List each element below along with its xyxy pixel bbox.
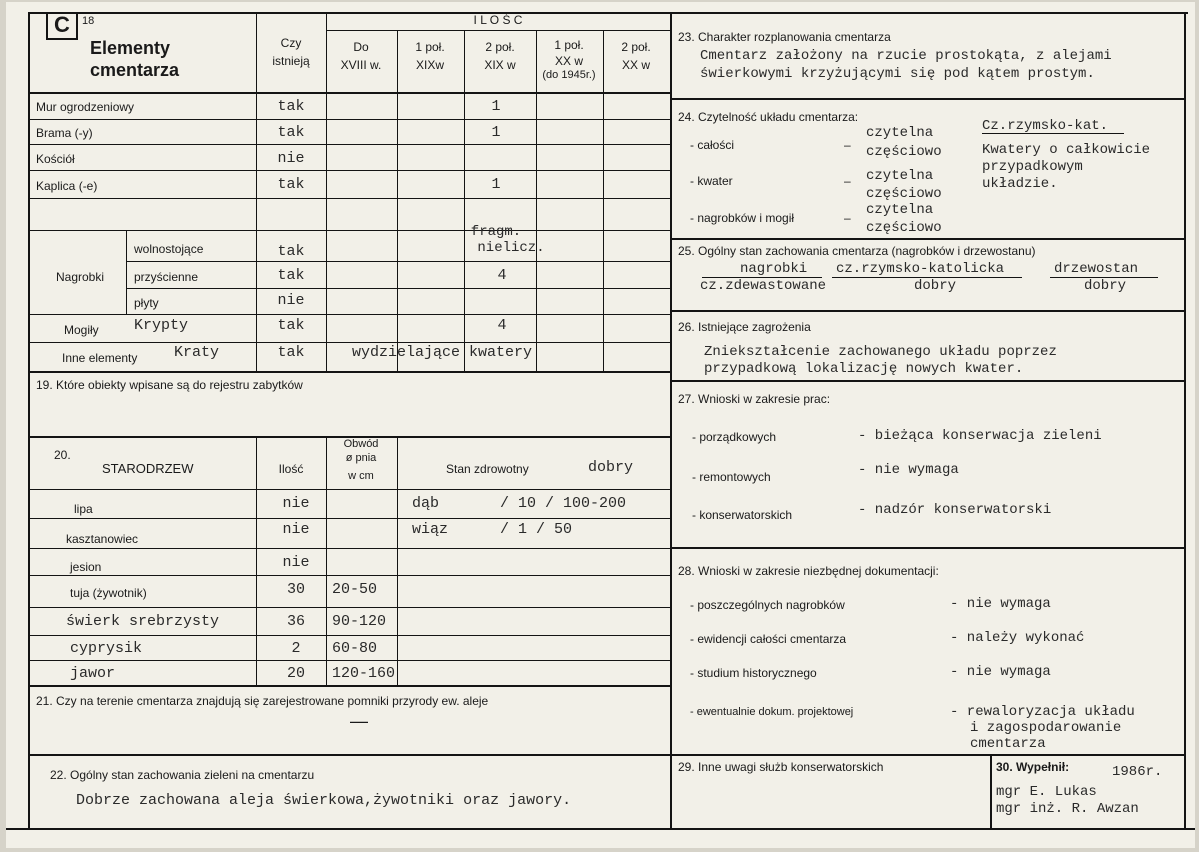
- q25-value: dobry: [1084, 278, 1127, 294]
- tree-qty: nie: [282, 495, 310, 512]
- nagrobki-row-label: przyścienne: [134, 270, 199, 284]
- q28-row-value: - nie wymaga: [950, 664, 1051, 680]
- q21-label: 21. Czy na terenie cmentarza znajdują się zarejestrowane pomniki przyrody ew. aleje: [36, 694, 489, 708]
- grid-h: [28, 371, 670, 373]
- element-label: Kaplica (-e): [36, 179, 98, 193]
- q30-person-1: mgr E. Lukas: [996, 784, 1097, 800]
- q26-line-2: przypadkową lokalizację nowych kwater.: [704, 361, 1024, 377]
- grid-h: [670, 547, 1186, 549]
- grid-v: [326, 436, 327, 686]
- q28-row-value-3: cmentarza: [970, 736, 1046, 752]
- grid-h: [28, 660, 670, 661]
- inne-exists: tak: [277, 344, 305, 361]
- grid-h: [28, 607, 670, 608]
- grid-h: [28, 489, 670, 490]
- q30-label: 30. Wypełnił:: [996, 760, 1070, 774]
- q28-row-label: - studium historycznego: [690, 666, 817, 680]
- period-header: XIXw: [415, 58, 445, 72]
- q28-row-value: - rewaloryzacja układu: [950, 704, 1135, 720]
- q24-note: przypadkowym: [982, 159, 1083, 175]
- q25-label: 25. Ogólny stan zachowania cmentarza (nagrobków i drzewostanu): [678, 244, 1036, 258]
- q24-note: układzie.: [982, 176, 1058, 192]
- grid-v: [536, 30, 537, 372]
- q27-label: 27. Wnioski w zakresie prac:: [678, 392, 831, 406]
- q27-row-value: - bieżąca konserwacja zieleni: [858, 428, 1102, 444]
- q28-row-label: - ewentualnie dokum. projektowej: [690, 706, 854, 718]
- card-letter: C: [54, 12, 70, 37]
- nagrobki-value: fragm.: [470, 224, 522, 240]
- border-top: [28, 12, 1188, 14]
- q27-row-label: - remontowych: [692, 470, 771, 484]
- period-header: 1 poł.: [415, 40, 445, 54]
- period-header: 2 poł.: [485, 40, 515, 54]
- q27-row-value: - nie wymaga: [858, 462, 959, 478]
- element-label: Brama (-y): [36, 126, 93, 140]
- period-header: XX w: [621, 58, 651, 72]
- grid-h: [28, 144, 670, 145]
- mogily-typed: Krypty: [134, 317, 189, 334]
- qty-header: Ilość: [278, 462, 304, 476]
- q23-line-2: świerkowymi krzyżującymi się pod kątem prostym.: [700, 66, 1095, 82]
- grid-v: [603, 30, 604, 372]
- q30-year: 1986r.: [1112, 764, 1163, 780]
- state-header: Stan zdrowotny: [446, 462, 529, 476]
- period-header: 2 poł.: [621, 40, 651, 54]
- nagrobki-exists: nie: [277, 292, 305, 309]
- grid-h: [28, 230, 670, 231]
- grid-h: [326, 30, 670, 31]
- tree-circ: 90-120: [332, 613, 387, 630]
- grid-h: [28, 342, 670, 343]
- q24-row-b: częściowo: [866, 186, 942, 202]
- mogily-exists: tak: [277, 317, 305, 334]
- q28-row-value-2: i zagospodarowanie: [970, 720, 1122, 736]
- grid-v: [464, 30, 465, 372]
- tree-qty: 30: [286, 581, 306, 598]
- tree-name: cyprysik: [70, 640, 143, 657]
- grid-h: [670, 380, 1186, 382]
- tree-name: jawor: [70, 665, 116, 682]
- grid-v: [256, 12, 257, 372]
- grid-h: [28, 314, 670, 315]
- tree-qty: nie: [282, 521, 310, 538]
- q28-row-label: - poszczególnych nagrobków: [690, 598, 845, 612]
- elements-title: Elementy: [90, 38, 171, 58]
- period-header: XX w: [554, 54, 584, 68]
- q29-label: 29. Inne uwagi służb konserwatorskich: [678, 760, 884, 774]
- q24-note: Kwatery o całkowicie: [982, 142, 1151, 158]
- border-bottom: [6, 828, 1195, 830]
- q28-row-value: - nie wymaga: [950, 596, 1051, 612]
- q28-row-label: - ewidencji całości cmentarza: [690, 632, 847, 646]
- quantity-header: I L O Ś C: [473, 13, 523, 27]
- element-value: 1: [491, 176, 501, 193]
- state-value: dobry: [588, 459, 634, 476]
- tree-qty: 36: [286, 613, 306, 630]
- q30-person-2: mgr inż. R. Awzan: [996, 801, 1139, 817]
- grid-h: [28, 754, 670, 756]
- grid-h: [28, 635, 670, 636]
- nagrobki-row-label: płyty: [134, 296, 159, 310]
- tree-name: kasztanowiec: [66, 532, 139, 546]
- grid-h: [28, 92, 670, 94]
- q26-label: 26. Istniejące zagrożenia: [678, 320, 811, 334]
- center-divider: [670, 12, 672, 830]
- grid-v: [990, 754, 992, 830]
- q23-line-1: Cmentarz założony na rzucie prostokąta, z alejami: [700, 48, 1112, 64]
- grid-v: [256, 436, 257, 686]
- grid-h: [28, 548, 670, 549]
- grid-h: [670, 238, 1186, 240]
- tree-extra: dąb: [412, 495, 440, 512]
- tree-qty: nie: [282, 554, 310, 571]
- q24-row-b: częściowo: [866, 220, 942, 236]
- grid-h: [670, 98, 1186, 100]
- exists-header-2: istnieją: [272, 54, 310, 68]
- element-exists: tak: [277, 176, 305, 193]
- circ-header: w cm: [348, 470, 374, 482]
- q21-answer: —: [350, 711, 368, 731]
- grid-h: [126, 288, 670, 289]
- q24-row-a: czytelna: [866, 125, 934, 141]
- q24-note: Cz.rzymsko-kat.: [982, 118, 1109, 134]
- inne-value: wydzielające kwatery: [352, 344, 533, 361]
- circ-header: Obwód: [343, 438, 379, 450]
- tree-name: lipa: [74, 502, 93, 516]
- q22-label: 22. Ogólny stan zachowania zieleni na cmentarzu: [50, 768, 315, 782]
- grid-v: [126, 230, 127, 314]
- q24-row-a: czytelna: [866, 168, 934, 184]
- element-value: 1: [491, 124, 501, 141]
- border-left: [28, 12, 30, 830]
- tree-qty: 20: [286, 665, 306, 682]
- grid-h: [28, 198, 670, 199]
- q27-row-label: - konserwatorskich: [692, 508, 793, 522]
- mogily-label: Mogiły: [64, 323, 99, 337]
- nagrobki-value-2: nielicz.: [477, 240, 545, 256]
- grid-h: [28, 685, 670, 687]
- nagrobki-exists: tak: [277, 243, 305, 260]
- inne-label: Inne elementy: [62, 351, 138, 365]
- grid-h: [28, 119, 670, 120]
- starodrzew-header: STARODRZEW: [102, 461, 194, 476]
- q22-answer: Dobrze zachowana aleja świerkowa,żywotniki oraz jawory.: [76, 792, 572, 809]
- grid-h: [670, 310, 1186, 312]
- period-header: Do: [353, 40, 369, 54]
- q28-row-value: - należy wykonać: [950, 630, 1085, 646]
- nagrobki-row-label: wolnostojące: [134, 242, 204, 256]
- card-number: 18: [82, 15, 95, 27]
- element-label: Mur ogrodzeniowy: [36, 100, 135, 114]
- grid-v: [326, 12, 327, 372]
- elements-title-2: cmentarza: [90, 60, 180, 80]
- q26-line-1: Zniekształcenie zachowanego układu poprzez: [704, 344, 1057, 360]
- tree-extra-2: / 10 / 100-200: [500, 495, 627, 512]
- mogily-value: 4: [497, 317, 507, 334]
- dash: –: [844, 211, 851, 225]
- q19-label: 19. Które obiekty wpisane są do rejestru zabytków: [36, 378, 303, 392]
- q25-value: cz.rzymsko-katolicka: [836, 261, 1005, 277]
- q24-row-a: czytelna: [866, 202, 934, 218]
- tree-circ: 120-160: [332, 665, 396, 682]
- period-header: XIX w: [484, 58, 516, 72]
- element-label: Kościół: [36, 152, 75, 166]
- tree-circ: 20-50: [332, 581, 378, 598]
- q25-value: drzewostan: [1054, 261, 1139, 277]
- q20-num: 20.: [54, 448, 71, 462]
- grid-h: [670, 754, 1186, 756]
- period-header: XVIII w.: [340, 58, 382, 72]
- dash: –: [844, 138, 851, 152]
- q25-value: cz.zdewastowane: [700, 278, 827, 294]
- q24-row-label: - kwater: [690, 174, 733, 188]
- tree-extra-2: / 1 / 50: [500, 521, 573, 538]
- grid-h: [28, 575, 670, 576]
- border-right: [1184, 12, 1186, 830]
- grid-v: [397, 436, 398, 686]
- circ-header: ø pnia: [345, 452, 377, 464]
- q24-row-label: - nagrobków i mogił: [690, 211, 795, 225]
- q27-row-label: - porządkowych: [692, 430, 777, 444]
- grid-h: [126, 261, 670, 262]
- element-exists: tak: [277, 124, 305, 141]
- q28-label: 28. Wnioski w zakresie niezbędnej dokumentacji:: [678, 564, 939, 578]
- q24-row-b: częściowo: [866, 144, 942, 160]
- q25-value: nagrobki: [740, 261, 808, 277]
- period-header: (do 1945r.): [542, 69, 596, 81]
- nagrobki-label: Nagrobki: [56, 270, 105, 284]
- q24-label: 24. Czytelność układu cmentarza:: [678, 110, 859, 124]
- inne-typed: Kraty: [174, 344, 220, 361]
- element-exists: tak: [277, 98, 305, 115]
- element-value: 1: [491, 98, 501, 115]
- element-exists: nie: [277, 150, 305, 167]
- inventory-card: [6, 2, 1195, 848]
- tree-name: świerk srebrzysty: [66, 613, 220, 630]
- grid-h: [28, 518, 670, 519]
- nagrobki-value: 4: [497, 267, 507, 284]
- tree-qty: 2: [291, 640, 301, 657]
- exists-header: Czy: [280, 36, 302, 50]
- dash: –: [844, 174, 851, 188]
- grid-h: [28, 170, 670, 171]
- grid-v: [397, 30, 398, 372]
- nagrobki-exists: tak: [277, 267, 305, 284]
- q23-label: 23. Charakter rozplanowania cmentarza: [678, 30, 891, 44]
- tree-circ: 60-80: [332, 640, 378, 657]
- tree-name: jesion: [70, 560, 102, 574]
- tree-name: tuja (żywotnik): [70, 586, 147, 600]
- tree-extra: wiąz: [412, 521, 449, 538]
- q27-row-value: - nadzór konserwatorski: [858, 502, 1052, 518]
- q25-value: dobry: [914, 278, 957, 294]
- q24-row-label: - całości: [690, 138, 735, 152]
- period-header: 1 poł.: [554, 38, 584, 52]
